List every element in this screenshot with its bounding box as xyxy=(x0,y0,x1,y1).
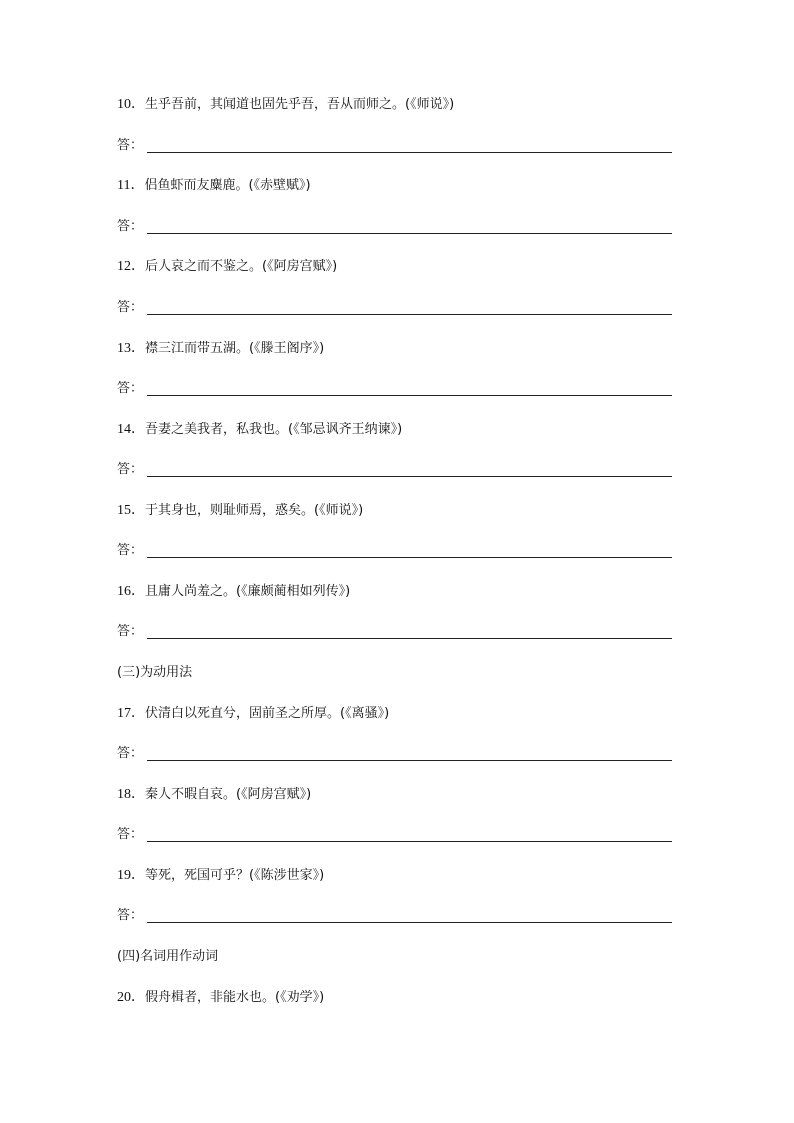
answer-label: 答： xyxy=(117,300,144,315)
question-number: 14． xyxy=(117,422,145,437)
question-17 xyxy=(117,706,389,722)
question-number: 19． xyxy=(117,868,145,883)
answer-line[interactable] xyxy=(147,314,672,315)
answer-label: 答： xyxy=(117,827,144,842)
question-11 xyxy=(117,178,311,194)
answer-row-14 xyxy=(117,462,672,478)
answer-row-19 xyxy=(117,908,672,924)
question-15 xyxy=(117,503,363,519)
answer-row-16 xyxy=(117,624,672,640)
answer-label: 答： xyxy=(117,138,144,153)
answer-line[interactable] xyxy=(147,638,672,639)
question-text: 后人哀之而不鉴之。(《阿房宫赋》) xyxy=(145,259,338,274)
question-text: 侣鱼虾而友麋鹿。(《赤壁赋》) xyxy=(144,178,311,193)
section-heading-3: (三)为动用法 xyxy=(117,665,193,680)
answer-label: 答： xyxy=(117,462,144,477)
question-16 xyxy=(117,584,350,600)
question-number: 15． xyxy=(117,503,145,518)
answer-label: 答： xyxy=(117,746,144,761)
question-text: 生乎吾前，其闻道也固先乎吾，吾从而师之。(《师说》) xyxy=(145,97,455,112)
answer-row-12 xyxy=(117,300,672,316)
answer-line[interactable] xyxy=(147,557,672,558)
question-number: 20． xyxy=(117,990,145,1005)
question-text: 假舟楫者，非能水也。(《劝学》) xyxy=(145,990,325,1005)
answer-line[interactable] xyxy=(147,395,672,396)
question-19 xyxy=(117,868,324,884)
answer-row-15 xyxy=(117,543,672,559)
question-20 xyxy=(117,990,324,1006)
answer-line[interactable] xyxy=(147,922,672,923)
question-14 xyxy=(117,422,402,438)
question-text: 襟三江而带五湖。(《滕王阁序》) xyxy=(145,341,325,356)
question-text: 吾妻之美我者，私我也。(《邹忌讽齐王纳谏》) xyxy=(145,422,403,437)
answer-row-11 xyxy=(117,219,672,235)
answer-row-10 xyxy=(117,138,672,154)
question-text: 于其身也，则耻师焉，惑矣。(《师说》) xyxy=(145,503,364,518)
question-10 xyxy=(117,97,454,113)
question-text: 伏清白以死直兮，固前圣之所厚。(《离骚》) xyxy=(145,706,390,721)
answer-label: 答： xyxy=(117,624,144,639)
question-number: 17． xyxy=(117,706,145,721)
answer-label: 答： xyxy=(117,908,144,923)
answer-line[interactable] xyxy=(147,760,672,761)
question-12 xyxy=(117,259,337,275)
question-number: 12． xyxy=(117,259,145,274)
question-text: 秦人不暇自哀。(《阿房宫赋》) xyxy=(145,787,312,802)
question-number: 10． xyxy=(117,97,145,112)
answer-label: 答： xyxy=(117,381,144,396)
question-text: 等死，死国可乎？(《陈涉世家》) xyxy=(145,868,325,883)
answer-line[interactable] xyxy=(147,233,672,234)
question-18 xyxy=(117,787,311,803)
question-text: 且庸人尚羞之。(《廉颇蔺相如列传》) xyxy=(145,584,351,599)
answer-line[interactable] xyxy=(147,152,672,153)
answer-label: 答： xyxy=(117,219,144,234)
answer-row-13 xyxy=(117,381,672,397)
question-number: 18． xyxy=(117,787,145,802)
question-number: 11． xyxy=(117,178,145,193)
answer-row-18 xyxy=(117,827,672,843)
answer-line[interactable] xyxy=(147,476,672,477)
answer-line[interactable] xyxy=(147,841,672,842)
question-13 xyxy=(117,341,324,357)
answer-row-17 xyxy=(117,746,672,762)
answer-label: 答： xyxy=(117,543,144,558)
section-heading-4: (四)名词用作动词 xyxy=(117,949,219,964)
question-number: 16． xyxy=(117,584,145,599)
question-number: 13． xyxy=(117,341,145,356)
